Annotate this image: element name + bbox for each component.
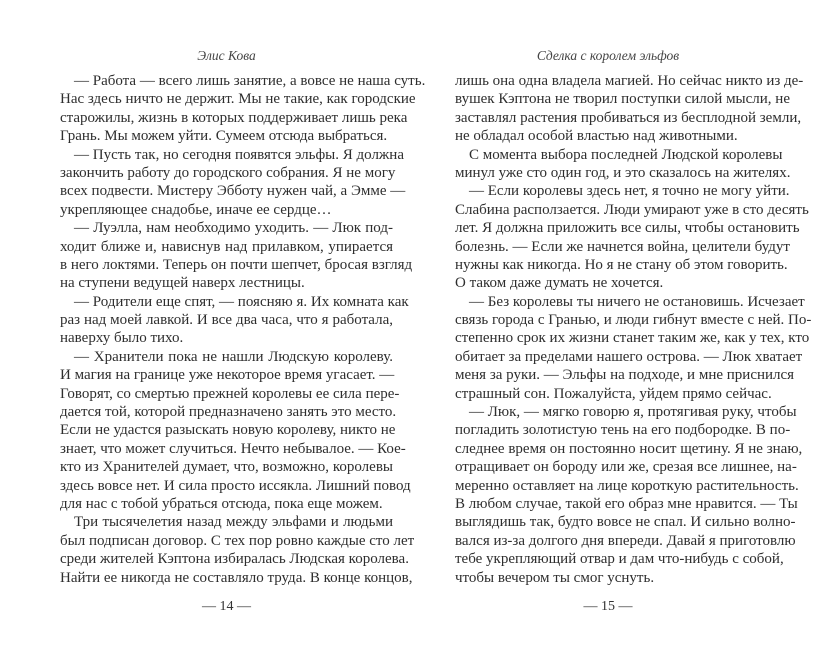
text-line: И магия на границе уже некоторое время угасает. — — [60, 367, 395, 384]
text-line: — Луэлла, нам необходимо уходить. — Люк под- — [74, 220, 393, 237]
text-line: ходит ближе и, нависнув над прилавком, упирается — [60, 238, 393, 255]
text-line: В любом случае, такой его образ мне нравится. — Ты — [455, 495, 798, 512]
text-line: Нас здесь ничто не держит. Мы не такие, как городские — [60, 91, 416, 108]
text-line: выглядишь так, будто вовсе не спал. И сильно волно- — [455, 514, 796, 531]
text-line: заставлял растения пробиваться из бесплодной земли, — [455, 109, 802, 126]
running-head-author: Элис Кова — [197, 48, 256, 63]
left-page — [60, 0, 426, 662]
text-line: погладить золотистую тень на его подбородке. В по- — [455, 422, 791, 439]
text-line: Грань. Мы можем уйти. Сумеем отсюда выбраться. — [60, 128, 388, 145]
text-line: нужны как никогда. Но я не стану об этом говорить. — [455, 256, 788, 273]
text-line: был подписан договор. С тех пор ровно каждые сто лет — [60, 532, 415, 549]
text-line: наверху было тихо. — [60, 330, 184, 347]
text-line: здесь вовсе нет. И сила просто иссякла. Лишний повод — [60, 477, 411, 494]
text-line: на ступени ведущей наверх лестницы. — [60, 275, 305, 292]
text-line: лет. Я должна приложить все силы, чтобы остановить — [455, 220, 800, 237]
text-line: С момента выбора последней Людской королевы — [469, 146, 783, 163]
text-line: раз над моей лавкой. И все два часа, что я работала, — [60, 312, 393, 329]
text-line: степенно срок их жизни станет таким же, как у тех, кто — [455, 330, 810, 347]
page-body — [455, 72, 812, 587]
text-line: — Работа — всего лишь занятие, а вовсе не наша суть. — [74, 73, 426, 89]
text-line: среди жителей Кэптона избиралась Людская королева. — [60, 551, 409, 568]
text-line: следнее время он постоянно носит щетину. Я не знаю, — [455, 440, 803, 457]
text-line: Слабина расползается. Люди умирают уже в сто десять — [455, 201, 809, 218]
text-line: — Без королевы ты ничего не остановишь. Исчезает — [469, 293, 805, 310]
text-line: болезнь. — Если же начнется война, целители будут — [455, 238, 790, 255]
running-head-title: Сделка с королем эльфов — [536, 48, 680, 63]
text-line: — Если королевы здесь нет, я точно не могу уйти. — [469, 183, 790, 200]
text-line: — Пусть так, но сегодня появятся эльфы. Я должна — [74, 146, 404, 163]
text-line: — Хранители пока не нашли Людскую королеву. — [74, 348, 393, 365]
text-line: меня за руки. — Эльфы на подходе, и мне приснился — [455, 367, 795, 384]
text-line: Говорят, со смертью прежней королевы ее сила пере- — [60, 385, 400, 402]
text-line: обитает за пределами нашего острова. — Люк хватает — [455, 348, 803, 365]
text-line: не обладал особой властью над животными. — [455, 128, 738, 145]
text-line: О таком даже думать не хочется. — [455, 275, 664, 292]
text-line: чтобы вечером ты смог уснуть. — [455, 569, 655, 586]
text-line: Если не удастся разыскать новую королеву, никто не — [60, 422, 396, 439]
text-line: минул уже сто один год, и это сказалось на жителях. — [455, 164, 791, 181]
text-line: связь города с Гранью, и люди гибнут вместе с ней. По- — [455, 312, 812, 329]
text-line: всех подвести. Мистеру Эбботу нужен чай, а Эмме — — [60, 183, 406, 200]
right-page — [455, 0, 812, 662]
text-line: вушек Кэптона не творил поступки силой мысли, не — [455, 91, 790, 108]
text-line: знает, что может случиться. Нечто небывалое. — Кое- — [60, 440, 406, 457]
text-line: Три тысячелетия назад между эльфами и людьми — [74, 514, 393, 531]
text-line: старожилы, жизнь в которых поддерживает лишь река — [60, 109, 408, 126]
text-line: вался из-за долгого дня впереди. Давай я приготовлю — [455, 532, 796, 549]
text-line: — Люк, — мягко говорю я, протягивая руку, чтобы — [469, 404, 797, 421]
page-number: — 14 — — [202, 599, 251, 614]
text-line: Найти ее никогда не составляло труда. В конце концов, — [60, 569, 413, 586]
text-line: — Родители еще спят, — поясняю я. Их комната как — [74, 293, 409, 310]
text-line: в него локтями. Теперь он почти шепчет, бросая взгляд — [60, 256, 413, 273]
text-line: меренно оставляет на лице короткую растительность. — [455, 477, 799, 494]
text-line: кто из Хранителей думает, что, возможно, королевы — [60, 459, 393, 476]
text-line: страшный сон. Пожалуйста, уйдем прямо сейчас. — [455, 385, 772, 402]
text-line: укрепляющее снадобье, иначе ее сердце… — [60, 201, 332, 218]
page-body — [60, 72, 426, 587]
text-line: лишь она одна владела магией. Но сейчас никто из де- — [455, 73, 804, 89]
page-number: — 15 — — [583, 599, 633, 614]
text-line: для нас с тобой убраться отсюда, пока еще можем. — [60, 495, 383, 512]
text-line: дается той, которой предназначено занять это место. — [60, 404, 397, 421]
text-line: закончить работу до городского собрания. Я не могу — [60, 164, 396, 181]
text-line: отращивает он бороду или же, срезая все лишнее, на- — [455, 459, 797, 476]
text-line: тебе укрепляющий отвар и дам что-нибудь с собой, — [455, 551, 784, 568]
